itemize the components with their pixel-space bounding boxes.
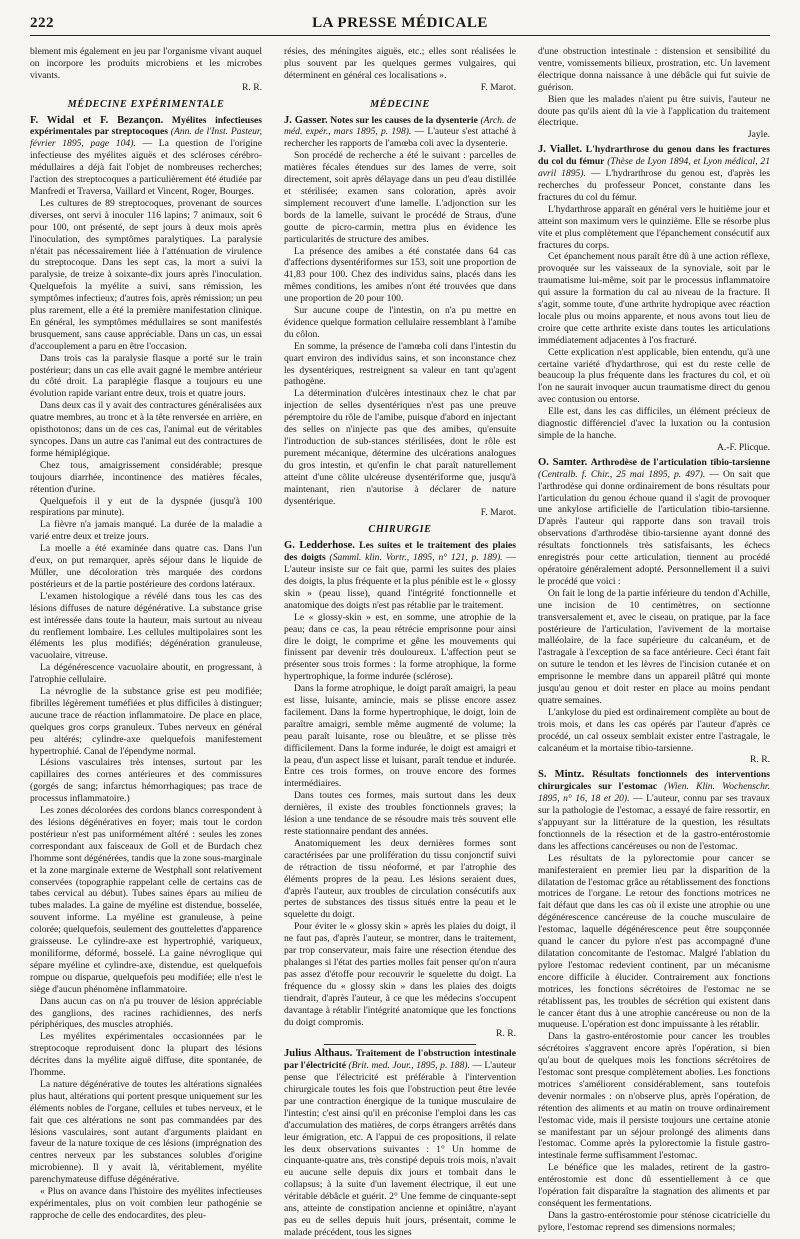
signature: F. Marot.	[480, 81, 516, 93]
abstract-samter	[538, 457, 770, 767]
paragraph: Dans toutes ces formes, mais surtout dans les deux dernières, il existe des troubles fonctionnels graves; la lésion a une tendance de se résoudre mais très souvent elle reste stationnaire pendant des années.	[284, 790, 516, 837]
paragraph: Anatomiquement les deux dernières formes sont caractérisées par une prolifération du tissu conjonctif suivi de rétraction de tissu néoformé, et par l'atrophie des éléments propres de la peau. Les lésions seraient dues, d'après l'auteur, aux troubles de circulation consécutifs aux pertes de substances des tissus situés entre la peau et le squelette du doigt.	[284, 837, 516, 921]
abstract-ledderhose	[284, 540, 516, 1040]
paragraph: La détermination d'ulcères intestinaux chez le chat par injection de selles dysentériques n'est pas une preuve péremptoire du rôle de l'amibe, puisque d'abord en injectant des selles on n'injecte pas que des amibes, qu'ensuite l'introduction de sub-stances stérilisées, dont le rôle est purement mécanique, détermine des ulcérations analogues du gros intestin, et qu'enfin le chat paraît naturellement atteint d'une côlite ulcéreuse dysentériforme que, jusqu'à maintenant, rien n'autorise à déclarer de nature dysentérique.	[284, 388, 516, 507]
signature: R. R.	[242, 81, 262, 93]
abstract-title: Les suites et le traitement des plaies des doigts	[284, 540, 516, 564]
paragraph: Les zones décolorées des cordons blancs correspondent à des lésions dégénératives en foyer; mais tout le cordon postérieur n'est pas uniformément altéré : seules les zones correspondant aux faisceaux de Goll et de Burdach chez l'homme sont dégénérées, tandis que la zone sous-marginale et la zone marginale externe de Westphall sont relativement conservées (topographie rappelant celle de certains cas de tabes cervical au début). Tubes saines épars au milieu de tubes malades. La gaine de myéline est distendue, bosselée, souvent informe. La myéline est granuleuse, à peine colorée; quelquefois, seulement des gouttelettes d'apparence graisseuse. Le cylindre-axe est hypertrophié, variqueux, moniliforme, déformé, bosselé. La gaine névroglique qui sépare myéline et cylindre-axe, distendue, est quelquefois rompue ou disparue, quelquefois peu modifiée; elle n'est le siège d'aucun phénomène inflammatoire.	[30, 805, 262, 995]
paragraph: — La question de l'origine infectieuse des myélites aiguës et des scléroses cérébro-médullaires a déjà fait l'objet de nombreuses recherches; l'action des streptocoques a particulièrement été étudiée par Manfredi et Traversa, Vaillard et Vincent, Roger, Bourges.	[30, 138, 262, 197]
abstract-author: F. Widal et F. Bezançon.	[30, 114, 164, 126]
abstract-source: (Arch. de méd. expér., mars 1895, p. 198).	[284, 114, 516, 138]
paragraph: « Plus on avance dans l'histoire des myélites infectieuses expérimentales, plus on voit combien leur pathogénie se rapproche de celle des endocardites, des pleu-	[30, 1186, 262, 1221]
abstract-author: J. Viallet.	[538, 144, 583, 156]
abstract-source: (Ann. de l'Inst. Pasteur, février 1895, page 104).	[30, 126, 262, 150]
abstract-title: Myélites infectieuses expérimentales par streptocoques	[30, 114, 262, 138]
signature: Jayle.	[747, 129, 770, 141]
paragraph: Les myélites expérimentales occasionnées par le streptocoque reproduisent donc la plupart des lésions décrites dans la myélite aiguë diffuse, dite spontanée, de l'homme.	[30, 1031, 262, 1079]
abstract-title: Résultats fonctionnels des interventions chirurgicales sur l'estomac	[538, 769, 771, 793]
abstract-source: (Samml. klin. Vortr., 1895, n° 121, p. 189).	[329, 552, 503, 564]
abstract-source: (Thèse de Lyon 1894, et Lyon médical, 21 avril 1895).	[538, 156, 770, 180]
paragraph: — L'auteur s'est attaché à rechercher les rapports de l'amœba coli avec la dysenterie.	[284, 126, 517, 150]
paragraph: On fait le long de la partie inférieure du tendon d'Achille, une incision de 10 centimètres, on sectionne transversalement et, avec le ciseau, on pratique, par la face postérieure de l'articulation, l'avivement de la mortaise malléolaire, de la face supérieure du calcanéum, et de l'astragale à l'exception de sa face antérieure. Ceci étant fait on suture le tendon et les lèvres de l'incision cutanée et on emprisonne le membre dans un appareil plâtré qui monte jusqu'au genou et doit rester en place au moins pendant quatre semaines.	[538, 587, 770, 706]
paragraph: Cet épanchement nous paraît être dû à une action réflexe, provoquée sur les vaisseaux de la synoviale, soit par le traumatisme lui-même, soit par le processus inflammatoire qui assure la formation du cal au niveau de la fracture. Il s'agit, somme toute, d'une arthrite hydropique avec réaction locale plus ou moins apparente, et nous avons tout lieu de croire que cette arthrite existe dans toutes les articulations immédiatement adjacentes à l'os fracturé.	[538, 251, 770, 346]
paragraph: La présence des amibes a été constatée dans 64 cas d'affections dysentériformes sur 153, soit une proportion de 41,83 pour 100. Chez des individus sains, placés dans les mêmes conditions, les amibes n'ont été trouvées que dans une proportion de 20 pour 100.	[284, 245, 516, 305]
abstract-header	[538, 769, 770, 852]
continued-text: d'une obstruction intestinale : distension et sensibilité du ventre, vomissements bilieux, prostration, etc. Un lavement électrique donna naissance à une débâcle qui fut suivie de guérison.	[538, 46, 770, 93]
column-1	[30, 46, 262, 1221]
abstract-title: Arthrodèse de l'articulation tibio-tarsienne	[590, 456, 770, 468]
signature: R. R.	[750, 754, 770, 766]
abstract-title: L'hydrarthrose du genou dans les fractures du col du fémur	[538, 144, 770, 168]
paragraph: L'examen histologique a révélé dans tous les cas des lésions diffuses de nature dégénérative. La substance grise est intéressée dans toute la hauteur, mais surtout au niveau du renflement lombaire. Les cellules multipolaires sont les éléments les plus modifiés; dégénération granuleuse, vacuolaire, vitreuse.	[30, 590, 262, 662]
paragraph: — L'auteur insiste sur ce fait que, parmi les suites des plaies des doigts, la plus fréquente et la plus pénible est le « glossy skin » (peau lisse), quand l'intégrité fonctionnelle et anatomique des doigts n'est pas rétablie par le traitement.	[284, 552, 516, 611]
paragraph: Dans trois cas la paralysie flasque a porté sur le train postérieur; dans un cas elle avait gagné le membre antérieur du côté droit. La paraplégie flasque a toujours eu une évolution rapide variant entre deux, trois et quatre jours.	[30, 352, 262, 400]
paragraph: Les résultats de la pylorectomie pour cancer se manifesteraient en premier lieu par la disparition de la dilatation de l'estomac grâce au rétablissement des fonctions motrices de l'organe. Le retour des fonctions motrices ne fait défaut que dans les cas où il existe une atrophie ou une dégénérescence cancéreuse de la couche musculaire de l'estomac, laquelle dégénérescence peut être soupçonnée quand le cancer du pylore n'est pas accompagné d'une dilatation concomitante de l'estomac. Malgré l'ablation du pylore l'estomac redevient continent, par un mécanisme encore difficile à élucider. Contrairement aux fonctions motrices, les fonctions sécrétoires de l'estomac ne se rétablissent pas, les troubles de sécrétion qui existent dans le cancer étant dus à une atrophie cancéreuse ou non de la muqueuse. L'opération est donc impuissante à les rétablir.	[538, 852, 770, 1031]
continued-text: résies, des méningites aiguës, etc.; elles sont réalisées le plus souvent par les quelques germes vulgaires, qui déterminent en général ces localisations ».	[284, 46, 516, 81]
signature: F. Marot.	[480, 507, 516, 519]
paragraph: Le « glossy-skin » est, en somme, une atrophie de la peau; dans ce cas, la peau rétrécie emprisonne pour ainsi dire le doigt, le comprime et gêne les mouvements qui finissent par devenir très douloureux. L'affection peut se présenter sous trois formes : la forme atrophique, la forme hypertrophique, la forme indurée (sclérose).	[284, 611, 516, 683]
paragraph: La névroglie de la substance grise est peu modifiée; fibrilles légèrement tuméfiées et plus difficiles à distinguer; aucune trace de réaction inflammatoire. De place en place, quelques gros corps granuleux. Tubes nerveux en général peu altérés; cylindre-axe quelquefois manifestement hypertrophié. Canal de l'épendyme normal.	[30, 686, 262, 757]
paragraph: Elle est, dans les cas difficiles, un élément précieux de diagnostic différenciel d'avec la luxation ou la contusion simple de la hanche.	[538, 406, 770, 441]
paragraph: Sur aucune coupe de l'intestin, on n'a pu mettre en évidence quelque formation cellulaire ressemblant à l'amibe du côlon.	[284, 305, 516, 340]
paragraph: L'hydarthrose apparaît en général vers le huitième jour et atteint son maximum vers le quinzième. Elle se résorbe plus vite et plus complètement que l'épanchement consécutif aux fractures du corps.	[538, 203, 770, 251]
paragraph: La fièvre n'a jamais manqué. La durée de la maladie a varié entre deux et treize jours.	[30, 519, 262, 543]
abstract-widal-bezancon	[30, 115, 262, 1222]
paragraph: — L'auteur, connu par ses travaux sur la pathologie de l'estomac, a essayé de faire ressortir, en s'appuyant sur la littérature de la question, les résultats fonctionnels de la résection et de la gastro-entérostomie dans les affections cancéreuses ou non de l'estomac.	[538, 793, 770, 852]
paragraph: La moelle a été examinée dans quatre cas. Dans l'un d'eux, on put remarquer, après séjour dans le liquide de Müller, une décoloration très marquée des cordons postérieurs et de la partie postérieure des cordons latéraux.	[30, 543, 262, 590]
running-head	[30, 13, 770, 36]
paragraph: La nature dégénérative de toutes les altérations signalées plus haut, altérations qui portent presque uniquement sur les éléments nobles de l'organe, cellules et tubes nerveux, et le fait que ces altérations ne sont pas commandées par des lésions vasculaires, sont autant d'arguments plaidant en faveur de la nature toxique de ces lésions (imprégnation des centres nerveux par les substances solubles d'origine microbienne). Il y avait là, véritablement, myélite parenchymateuse diffuse dégénérative.	[30, 1078, 262, 1186]
signature: R. R.	[496, 1028, 516, 1040]
abstract-author: O. Samter.	[538, 456, 588, 468]
paragraph: Les cultures de 89 streptocoques, provenant de sources diverses, ont servi à inoculer 116 lapins; 7 animaux, soit 6 pour 100, ont présenté, de sept jours à deux mois après l'inoculation, des symptômes paralytiques. La paralysie n'était pas nécessairement liée à l'atténuation de virulence du streptocoque. Dans les sept cas, la mort a suivi la paralysie, de treize à soixante-dix jours après l'inoculation. Quelquefois la myélite a suivi, sans rémission, les symptômes infectieux; d'autres fois, après rémission; un peu plus rarement, elle a été la première manifestation clinique. En général, les symptômes médullaires se sont manifestés brusquement, sans cause appréciable. Dans un cas, un essai d'accouplement a paru en être l'occasion.	[30, 197, 262, 352]
abstract-source: (Centralb. f. Chir., 25 mai 1895, p. 497).	[538, 468, 706, 480]
abstract-title: Traitement de l'obstruction intestinale par l'électricité	[284, 1048, 516, 1072]
paragraph: L'ankylose du pied est ordinairement complète au bout de trois mois, et dans les cas opérés par l'auteur d'après ce procédé, un cal osseux semblait exister entre l'astragale, le calcanéum et la mortaise tibio-tarsienne.	[538, 706, 770, 754]
paragraph: Dans la gastro-entérostomie pour sténose cicatricielle du pylore, l'estomac reprend ses dimensions normales;	[538, 1209, 770, 1233]
paragraph: En somme, la présence de l'amœba coli dans l'intestin du quart environ des individus sains, et son inconstance chez les dysentériques, restreignent sa valeur en tant qu'agent pathogène.	[284, 340, 516, 388]
page-number: 222	[30, 15, 54, 31]
abstract-header	[538, 144, 770, 204]
paragraph: — L'auteur pense que l'électricité est préférable à l'intervention chirurgicale toutes les fois que l'obstruction peut être levée par une contraction énergique de la tunique musculaire de l'intestin; c'est ainsi qu'il en préconise l'emploi dans les cas d'accumulation des matières, de corps étrangers arrêtés dans leur émigration, etc. A l'appui de ces propositions, il relate les deux observations suivantes : 1° Un homme de cinquante-quatre ans, très constipé depuis trois mois, n'avait eu aucune selle depuis dix jours et tombait dans le collapsus; à la suite d'un lavement électrique, il eut une véritable débâcle et guérit. 2° Une femme de cinquante-sept ans, atteinte de constipation ancienne et opiniâtre, n'ayant pas eu de selles depuis huit jours, présentait, comme le malade précédent, tous les signes	[284, 1060, 516, 1238]
journal-title: LA PRESSE MÉDICALE	[312, 15, 488, 31]
abstract-source: (Wien. Klin. Wochenschr. 1895, n° 16, 18 et 20).	[538, 781, 770, 805]
paragraph: Pour éviter le « glossy skin » après les plaies du doigt, il ne faut pas, d'après l'auteur, se montrer, dans le traitement, par trop conservateur, mais faire une résection étendue des phalanges si l'état des parties molles fait penser qu'on n'aura pas assez d'étoffe pour recouvrir le squelette du doigt. La fréquence du « glossy skin » dans les plaies des doigts tiendrait, d'après l'auteur, à ce que les médecins s'occupent davantage à rétablir l'intégrité anatomique que les fonctions du doigt compromis.	[284, 921, 516, 1028]
paragraph: Lésions vasculaires très intenses, surtout par les capillaires des cornes antérieures et des commissures (gorgés de sang; infarctus hémorrhagiques; pas trace de processus inflammatoire.)	[30, 757, 262, 805]
paragraph: Dans la gastro-entérostomie pour cancer les troubles sécrétoires s'aggravent encore après l'opération, si bien qu'au bout de quelques mois les fonctions sécrétoires de l'estomac sont presque complètement abolies. Les fonctions motrices s'améliorent considérablement, sans toutefois devenir normales : on n'observe plus, après l'opération, de rétention des aliments et au matin on trouve ordinairement l'estomac vide, mais il persiste toujours une certaine atonie se manifestant par un séjour prolongé des aliments dans l'estomac. Comme après la pylorectomie la fistule gastro-intestinale ferme suffisamment l'estomac.	[538, 1031, 770, 1162]
column-2	[284, 46, 517, 1238]
abstract-althaus	[284, 1048, 516, 1239]
divider	[324, 1044, 476, 1045]
abstract-author: J. Gasser.	[284, 114, 328, 126]
signature: A.-F. Plicque.	[716, 441, 770, 453]
paragraph: — On sait que l'arthrodèse qui donne ordinairement de bons résultats pour l'articulation du genou échoue quand il s'agit de provoquer une ankylose artificielle de l'articulation tibio-tarsienne. D'après l'auteur qui rapporte dans son travail trois observations d'arthrodèse tibio-tarsienne ayant donné des résultats fonctionnels très satisfaisants, les échecs enregistrés pour cette articulation, tiennent au procédé opératoire généralement adopté. Personnellement il a suivi le procédé que voici :	[538, 468, 770, 587]
paragraph: — L'hydrarthrose du genou est, d'après les recherches du professeur Poncet, constante dans les fractures du col du fémur.	[538, 168, 770, 203]
section-heading: CHIRURGIE	[368, 524, 432, 536]
paragraph: Cette explication n'est applicable, bien entendu, qu'à une certaine variété d'hydarthrose, qui est du reste celle de beaucoup la plus fréquente dans les fractures du col, et où l'on ne saurait invoquer aucun traumatisme direct du genou avec contusion ou entorse.	[538, 346, 770, 406]
abstract-author: G. Ledderhose.	[284, 540, 355, 552]
paragraph: Dans aucun cas on n'a pu trouver de lésion appréciable des ganglions, des racines rachidiennes, des nerfs périphériques, des muscles atrophiés.	[30, 995, 262, 1031]
section-heading: MÉDECINE EXPÉRIMENTALE	[67, 98, 225, 110]
abstract-mintz	[538, 769, 770, 1233]
abstract-title: Notes sur les causes de la dysenterie	[330, 114, 478, 126]
abstract-viallet	[538, 144, 770, 454]
abstract-author: Julius Althaus.	[284, 1048, 353, 1060]
paragraph: Dans la forme atrophique, le doigt paraît amaigri, la peau est lisse, luisante, amincie, mais se plisse encore assez facilement. Dans la forme hypertrophique, le doigt, loin de paraître amaigri, semble même augmenté de volume; la peau paraît luisante, rose ou bleuâtre, et se plisse très difficilement. Dans la forme indurée, le doigt est amaigri et la peau, d'un aspect lisse et luisant, paraît tendue et indurée. Entre ces trois formes, on trouve encore des formes intermédiaires.	[284, 683, 516, 790]
paragraph: Bien que les malades n'aient pu être suivis, l'auteur ne doute pas qu'ils aient dû la vie à l'application du traitement électrique.	[538, 93, 770, 129]
abstract-gasser	[284, 115, 516, 520]
paragraph: La dégénérescence vacuolaire aboutit, en progressant, à l'atrophie cellulaire.	[30, 662, 262, 686]
paragraph: Quelquefois il y eut de la dyspnée (jusqu'à 100 respirations par minute).	[30, 495, 262, 519]
paragraph: Dans deux cas il y avait des contractures généralisées aux quatre membres, au tronc et à la tête renversée en arrière, en opisthotonos; dans un de ces cas, l'animal eut de véritables syncopes. Dans un autre cas l'animal eut des contractures de forme hémiplégique.	[30, 400, 262, 459]
section-heading: MÉDECINE	[370, 98, 430, 110]
abstract-header	[284, 540, 516, 611]
continued-text: blement mis également en jeu par l'organisme vivant auquel on incorpore les produits microbiens et les microbes vivants.	[30, 46, 262, 81]
paragraph: Le bénéfice que les malades, retirent de la gastro-entérostomie est donc dû essentiellement à ce que l'opération fait disparaître la stagnation des aliments et par conséquent les fermentations.	[538, 1162, 770, 1209]
abstract-author: S. Mintz.	[538, 769, 585, 781]
column-3	[538, 46, 771, 1233]
abstract-header	[30, 115, 262, 198]
abstract-header	[538, 457, 770, 588]
paragraph: Son procédé de recherche a été le suivant : parcelles de matières fécales étendues sur des lames de verre, soit directement, soit après délayage dans un peu d'eau distillée et stérilisée; examen sans coloration, après avoir simplement recouvert d'une lamelle. L'adjonction sur les bords de la lamelle, suivant le procédé de Straus, d'une goutte de picro-carmin, mettra plus en évidence les particularités de structure des amibes.	[284, 150, 516, 245]
abstract-source: (Brit. med. Jour., 1895, p. 188).	[348, 1060, 470, 1072]
abstract-header	[284, 115, 516, 151]
abstract-header	[284, 1048, 516, 1239]
paragraph: Chez tous, amaigrissement considérable; presque toujours diarrhée, incontinence des matières fécales, rétention d'urine.	[30, 459, 262, 495]
